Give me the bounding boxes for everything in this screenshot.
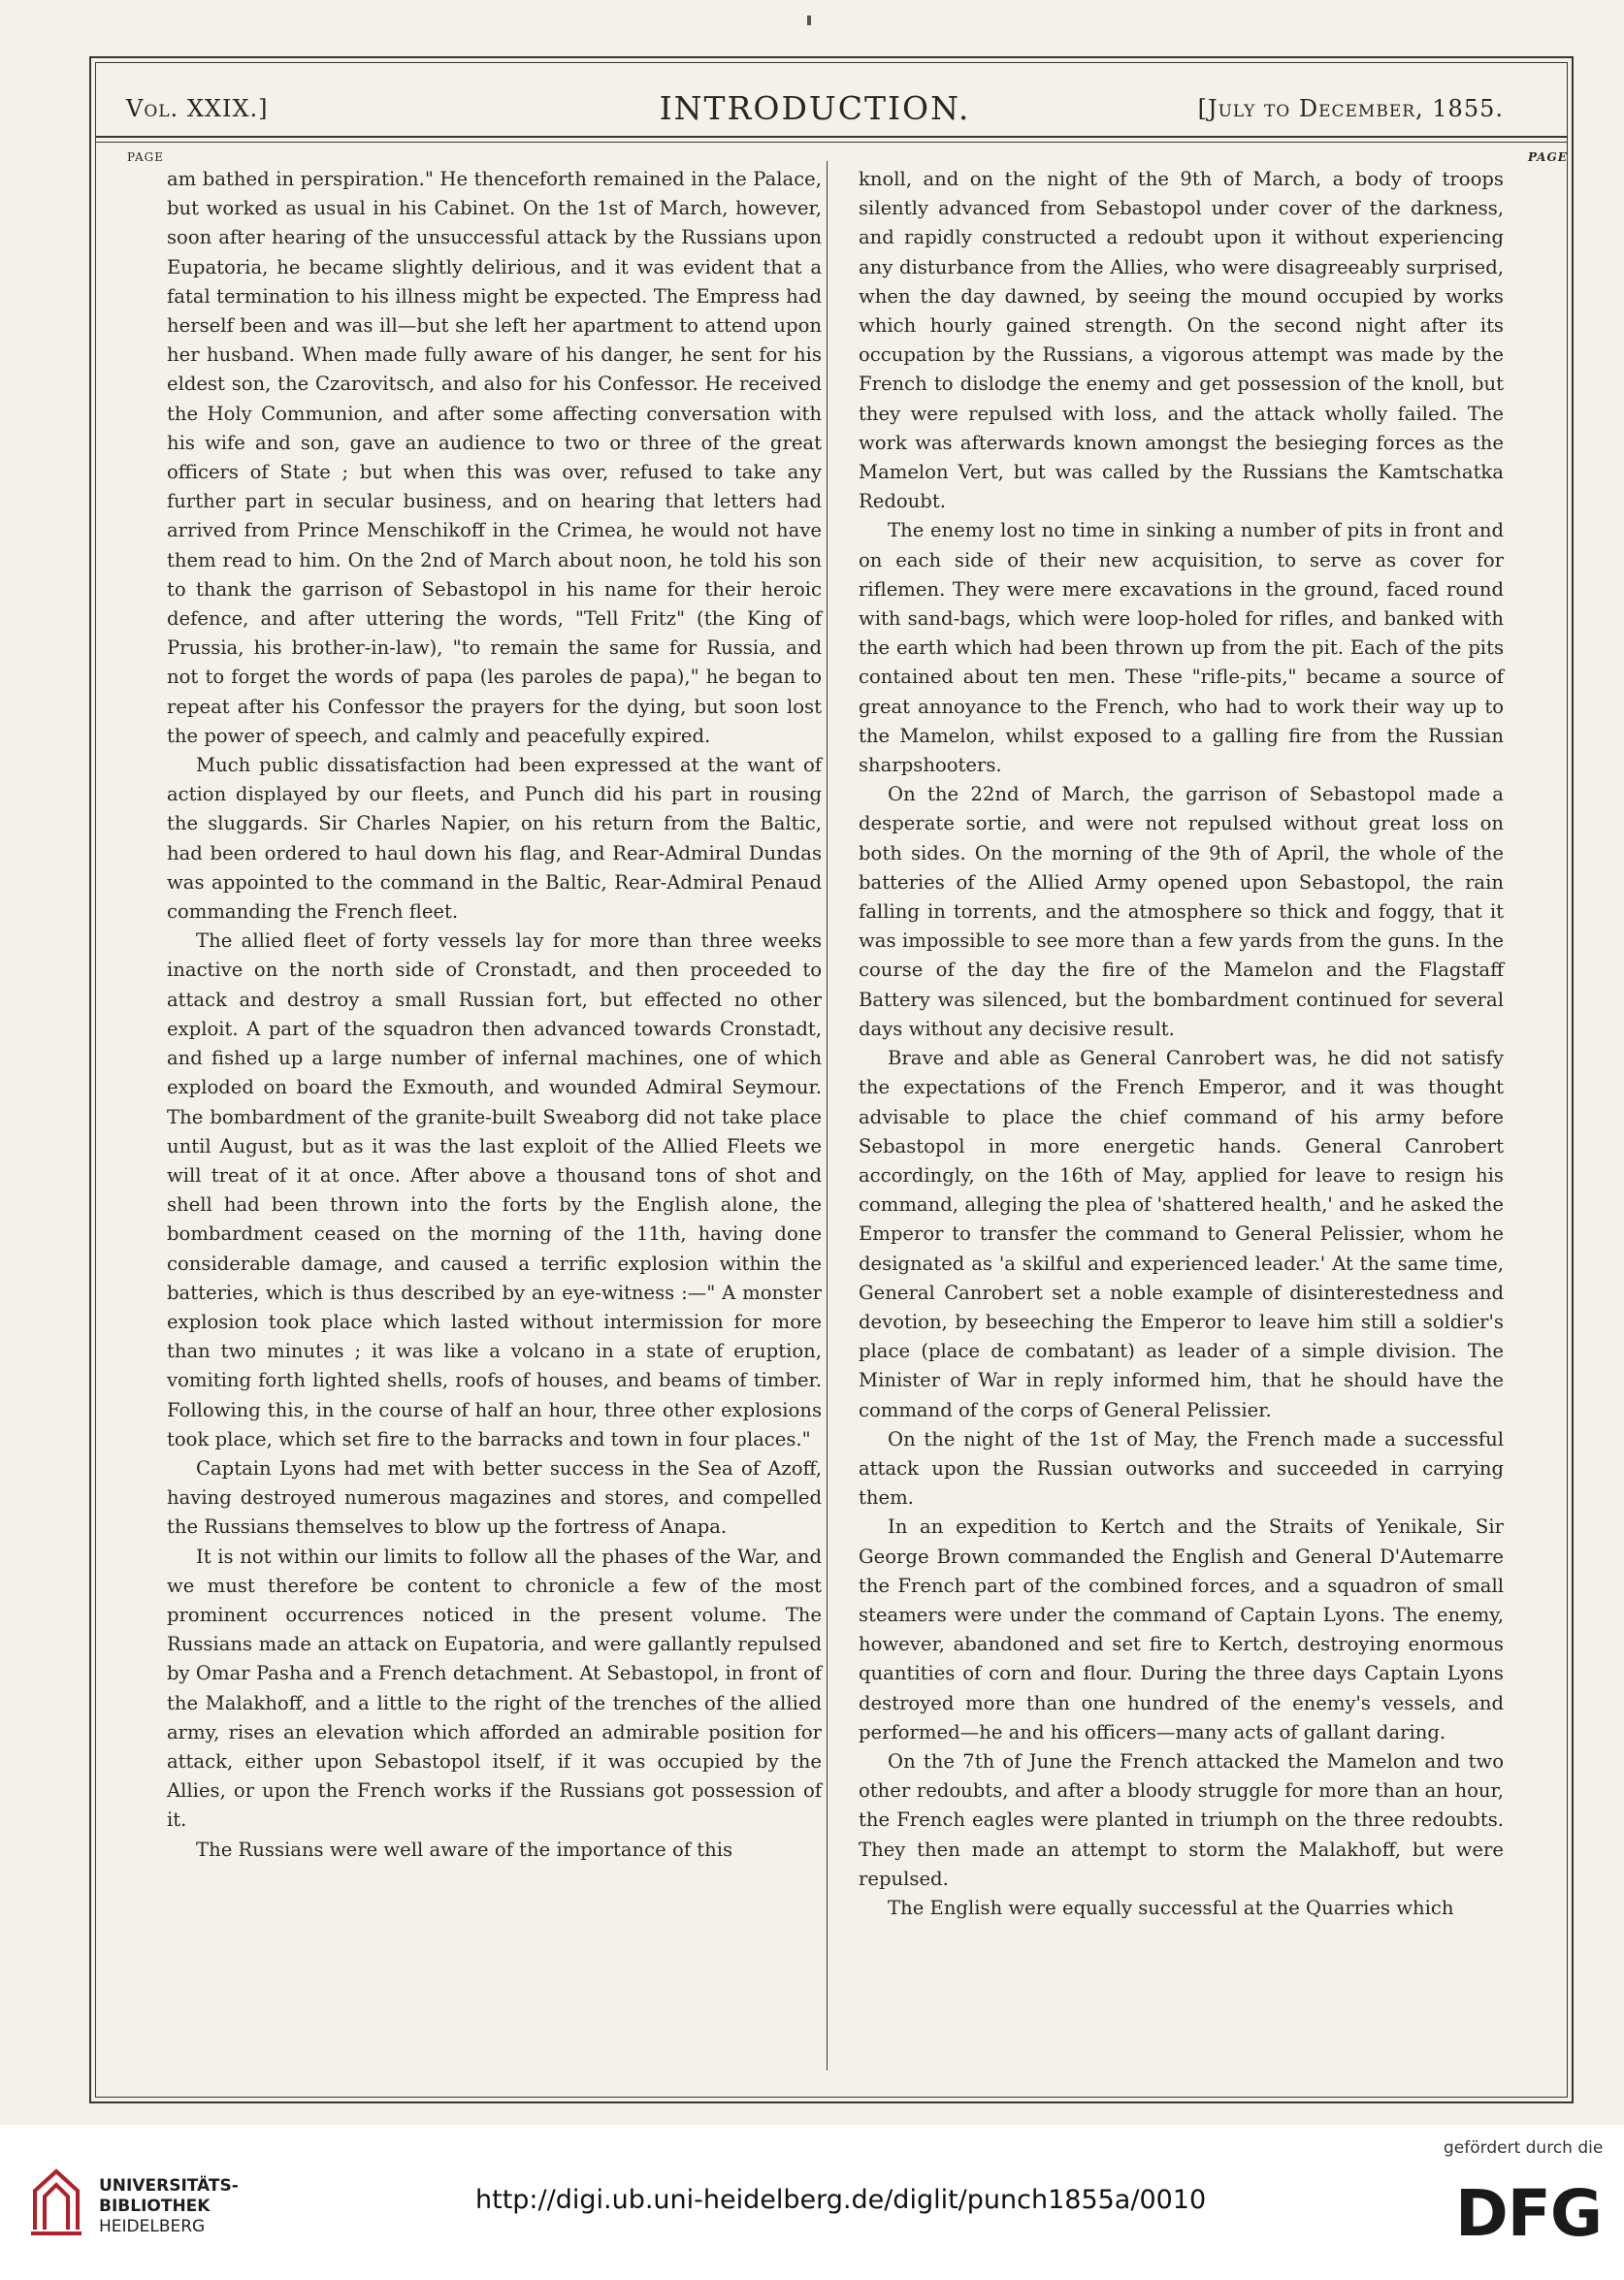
paragraph: In an expedition to Kertch and the Straits of Yenikale, Sir George Brown commanded the English and General D'Autemarre the French part of the combined forces, and a squadron of small steamers were under the command of Captain Lyons. The enemy, however, abandoned and set fire to Kertch, destroying enormous quantities of corn and flour. During the three days Captain Lyons destroyed more than one hundred of the enemy's vessels, and performed—he and his officers—many acts of gallant daring. xyxy=(859,1515,1504,1743)
paragraph: On the 7th of June the French attacked the Mamelon and two other redoubts, and after a bloody struggle for more than an hour, the French eagles were planted in triumph on the three redoubts. They then made an attempt to storm the Malakhoff, but were repulsed. xyxy=(859,1749,1504,1890)
paragraph: The enemy lost no time in sinking a number of pits in front and on each side of their new acquisition, to serve as cover for riflemen. They were mere excavations in the ground, faced round with sand-bags, which were loop-holed for rifles, and banked with the earth which had been thrown up from the pit. Each of the pits contained about ten men. These "rifle-pits," became a source of great annoyance to the French, who had to work their way up to the Mamelon, whilst exposed to a galling fire from the Russian sharpshooters. xyxy=(859,519,1504,777)
source-url-link[interactable]: http://digi.ub.uni-heidelberg.de/diglit/punch1855a/0010 xyxy=(475,2185,1207,2215)
paragraph: The English were equally successful at the Quarries which xyxy=(888,1896,1454,1919)
paragraph: Captain Lyons had met with better success in the Sea of Azoff, having destroyed numerous magazines and stores, and compelled the Russians themselves to blow up the fortress of Anapa. xyxy=(167,1456,822,1539)
university-library-name xyxy=(99,2176,239,2237)
column-divider xyxy=(827,161,828,2070)
paragraph: knoll, and on the night of the 9th of March, a body of troops silently advanced from Sebastopol under cover of the darkness, and rapidly constructed a redoubt upon it without experiencing any disturbance from the Allies, who were disagreeably surprised, when the day dawned, by seeing the mound occupied by works which hourly gained strength. On the second night after its occupation by the Russians, a vigorous attempt was made by the French to dislodge the enemy and get possession of the knoll, but they were repulsed with loss, and the attack wholly failed. The work was afterwards known amongst the besieging forces as the Mamelon Vert, but was called by the Russians the Kamtschatka Redoubt. xyxy=(859,168,1504,513)
page-title: INTRODUCTION. xyxy=(659,89,971,127)
dfg-logo: DFG xyxy=(1455,2176,1603,2251)
paragraph: am bathed in perspiration." He thenceforth remained in the Palace, but worked as usual in his Cabinet. On the 1st of March, however, soon after hearing of the unsuccessful attack by the Russians upon Eupatoria, he became slightly delirious, and it was evident that a fatal termination to his illness might be expected. The Empress had herself been and was ill—but she left her apartment to attend upon her husband. When made fully aware of his danger, he sent for his eldest son, the Czarovitsch, and also for his Confessor. He received the Holy Communion, and after some affecting conversation with his wife and son, gave an audience to two or three of the great officers of State ; but when this was over, refused to take any further part in secular business, and on hearing that letters had arrived from Prince Menschikoff in the Crimea, he would not have them read to him. On the 2nd of March about noon, he told his son to thank the garrison of Sebastopol in his name for their heroic defence, and after uttering the words, "Tell Fritz" (the King of Prussia, his brother-in-law), "to remain the same for Russia, and not to forget the words of papa (les paroles de papa)," he began to repeat after his Confessor the prayers for the dying, but soon lost the power of speech, and calmly and peacefully expired. xyxy=(167,168,822,747)
left-column xyxy=(167,165,822,1865)
library-line-2: BIBLIOTHEK xyxy=(99,2197,211,2216)
scan-mark xyxy=(807,16,811,25)
paragraph: It is not within our limits to follow all the phases of the War, and we must therefore be content to chronicle a few of the most prominent occurrences noticed in the present volume. The Russians made an attack on Eupatoria, and were gallantly repulsed by Omar Pasha and a French detachment. At Sebastopol, in front of the Malakhoff, and a little to the right of the trenches of the allied army, rises an elevation which afforded an admirable position for attack, either upon Sebastopol itself, if it was occupied by the Allies, or upon the French works if the Russians got possession of it. xyxy=(167,1545,822,1832)
paragraph: The Russians were well aware of the importance of this xyxy=(196,1838,733,1861)
paragraph: On the 22nd of March, the garrison of Sebastopol made a desperate sortie, and were not repulsed without great loss on both sides. On the morning of the 9th of April, the whole of the batteries of the Allied Army opened upon Sebastopol, the rain falling in torrents, and the atmosphere so thick and foggy, that it was impossible to see more than a few yards from the guns. In the course of the day the fire of the Mamelon and the Flagstaff Battery was silenced, but the bombardment continued for several days without any decisive result. xyxy=(859,783,1504,1040)
paragraph: Much public dissatisfaction had been expressed at the want of action displayed by our fleets, and Punch did his part in rousing the sluggards. Sir Charles Napier, on his return from the Baltic, had been ordered to haul down his flag, and Rear-Admiral Dundas was appointed to the command in the Baltic, Rear-Admiral Penaud commanding the French fleet. xyxy=(167,754,822,924)
university-library-logo-icon xyxy=(27,2162,85,2239)
paragraph: Brave and able as General Canrobert was, he did not satisfy the expectations of the French Emperor, and it was thought advisable to place the chief command of his army before Sebastopol in more energetic hands. General Canrobert accordingly, on the 16th of May, applied for leave to resign his command, alleging the plea of 'shattered health,' and he asked the Emperor to transfer the command to General Pelissier, whom he designated as 'a skilful and experienced leader.' At the same time, General Canrobert set a noble example of disinterestedness and devotion, by beseeching the Emperor to leave him still a soldier's place (place de combatant) as leader of a simple division. The Minister of War in reply informed him, that he should have the command of the corps of General Pelissier. xyxy=(859,1047,1504,1421)
header-rule xyxy=(95,136,1568,138)
volume-label: Vol. XXIX.] xyxy=(126,95,269,122)
header-rule-thin xyxy=(95,142,1568,143)
page-label-right: PAGE xyxy=(1528,150,1568,164)
paragraph: On the night of the 1st of May, the French made a successful attack upon the Russian outworks and succeeded in carrying them. xyxy=(859,1427,1504,1510)
library-line-3: HEIDELBERG xyxy=(99,2217,206,2236)
page-label-left: PAGE xyxy=(127,150,164,164)
funded-by-caption: gefördert durch die xyxy=(1444,2138,1604,2158)
right-column xyxy=(859,165,1504,1923)
date-range: [July to December, 1855. xyxy=(1197,95,1504,122)
paragraph: The allied fleet of forty vessels lay for more than three weeks inactive on the north side of Cronstadt, and then proceeded to attack and destroy a small Russian fort, but effected no other exploit. A part of the squadron then advanced towards Cronstadt, and fished up a large number of infernal machines, one of which exploded on board the Exmouth, and wounded Admiral Seymour. The bombardment of the granite-built Sweaborg did not take place until August, but as it was the last exploit of the Allied Fleets we will treat of it at once. After above a thousand tons of shot and shell had been thrown into the forts by the English alone, the bombardment ceased on the morning of the 11th, having done considerable damage, and caused a terrific explosion within the batteries, which is thus described by an eye-witness :—" A monster explosion took place which lasted without intermission for more than two minutes ; it was like a volcano in a state of eruption, vomiting forth lighted shells, roofs of houses, and beams of timber. Following this, in the course of half an hour, three other explosions took place, which set fire to the barracks and town in four places." xyxy=(167,929,822,1450)
library-line-1: UNIVERSITÄTS- xyxy=(99,2176,239,2196)
